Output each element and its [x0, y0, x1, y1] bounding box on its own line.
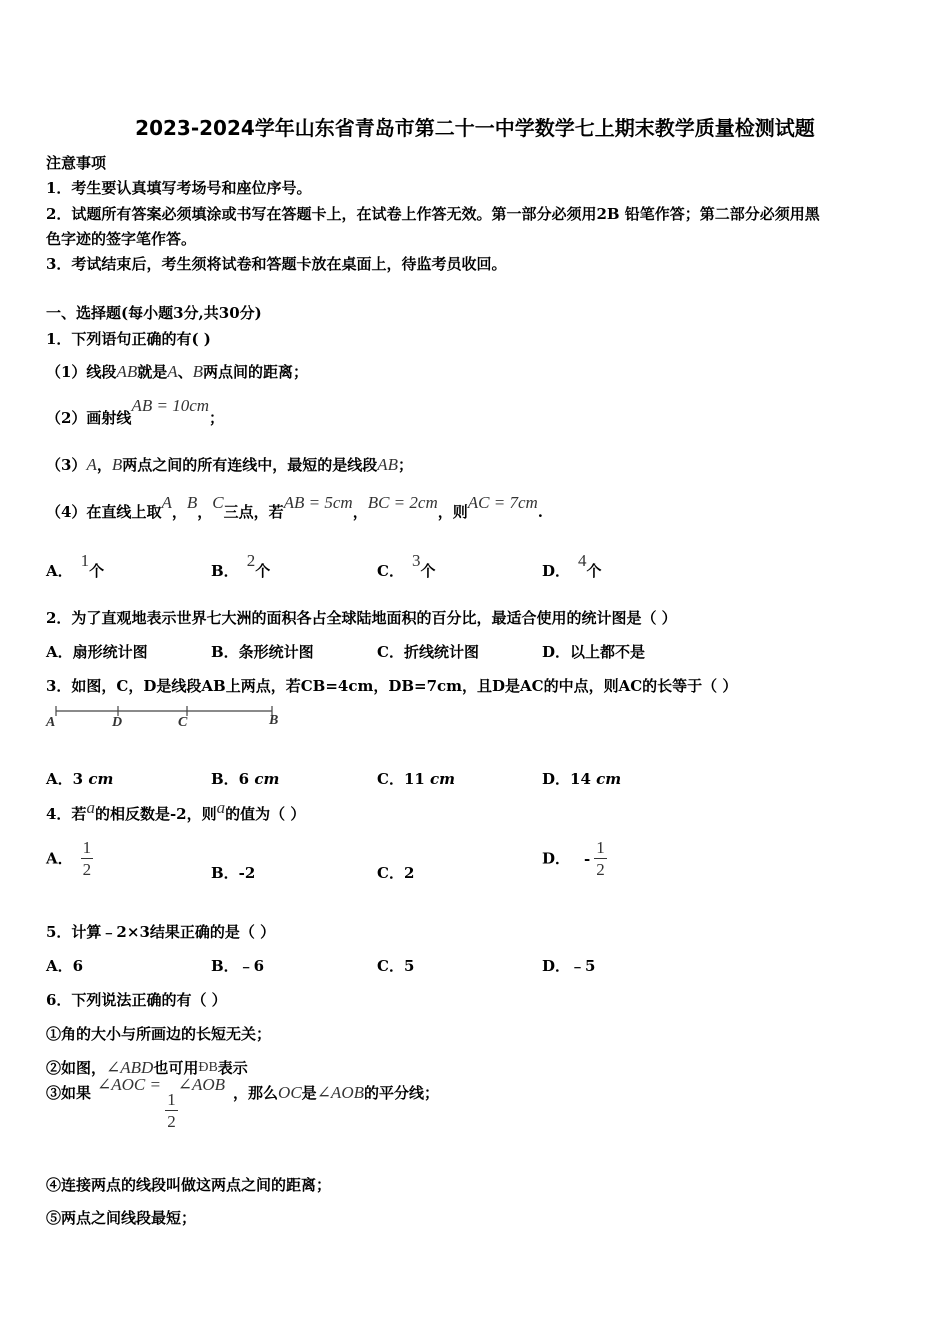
text: 是 [301, 1084, 317, 1102]
option-label: B． [211, 562, 239, 580]
option-label: C． [377, 562, 404, 580]
text: （1）线段 [46, 363, 117, 381]
option-label: A．3 [46, 770, 89, 788]
q3-option-b [211, 768, 279, 789]
text: 的值为（ ） [225, 805, 306, 823]
notice-item: 色字迹的签字笔作答。 [46, 230, 197, 248]
minus-sign: - [584, 849, 591, 868]
notice-item: 1．考生要认真填写考场号和座位序号。 [46, 179, 312, 197]
text: ， [352, 503, 368, 521]
exam-title: 2023-2024学年山东省青岛市第二十一中学数学七上期末教学质量检测试题 [135, 116, 815, 140]
q1-statement-2 [46, 396, 225, 428]
text: . [537, 503, 544, 521]
text: 就是 [137, 363, 168, 381]
text: ③如果 [46, 1084, 92, 1102]
q1-option-a [46, 551, 105, 581]
notice-item: 3．考试结束后，考生须将试卷和答题卡放在桌面上，待监考员收回。 [46, 255, 507, 273]
q2-option-b: B．条形统计图 [211, 643, 314, 661]
q2-option-d: D．以上都不是 [542, 643, 646, 661]
unit: cm [596, 770, 622, 788]
q6-statement-3 [46, 1075, 439, 1133]
q2-option-a: A．扇形统计图 [46, 643, 148, 661]
text: 也可用 [153, 1059, 199, 1077]
math-angle: ÐB [198, 1060, 218, 1075]
q4-option-c: C．2 [377, 864, 415, 882]
text: （2）画射线 [46, 409, 132, 427]
q2-option-c: C．折线统计图 [377, 643, 479, 661]
text: 个 [586, 562, 602, 580]
fraction [594, 838, 607, 881]
q1-statement-4 [46, 493, 544, 522]
option-label: C．11 [377, 770, 431, 788]
q4-option-b: B．-2 [211, 864, 256, 882]
text: ， [197, 503, 213, 521]
notice-item: 2．试题所有答案必须填涂或书写在答题卡上，在试卷上作答无效。第一部分必须用2B 铅笔作答；第二部分必须用黑 [46, 205, 820, 223]
math-ray: OC [278, 1083, 302, 1102]
text: ； [398, 456, 414, 474]
math-segment: AB [377, 455, 399, 474]
text: ， [171, 503, 187, 521]
q4-option-d [542, 838, 607, 881]
math-point: B [111, 455, 123, 474]
text: 表示 [217, 1059, 248, 1077]
question-1-stem: 1．下列语句正确的有( ) [46, 330, 211, 348]
q1-statement-3 [46, 454, 413, 475]
math-expression: BC = 2cm [367, 493, 438, 512]
q5-option-c: C．5 [377, 957, 415, 975]
text: ②如图， [46, 1059, 107, 1077]
math-point: B [186, 493, 198, 512]
text: 的平分线； [363, 1084, 439, 1102]
point-label: D [112, 715, 123, 730]
q6-statement-1: ①角的大小与所画边的长短无关； [46, 1025, 272, 1043]
option-label: A． [46, 849, 73, 868]
math-point: C [212, 493, 224, 512]
text: 个 [89, 562, 105, 580]
q3-option-a [46, 768, 113, 789]
question-5-stem: 5．计算﹣2×3结果正确的是（ ） [46, 923, 276, 941]
math-angle: ∠AOC = [97, 1075, 166, 1094]
unit: cm [430, 770, 456, 788]
math-segment: AB [116, 362, 138, 381]
math-number: 4 [578, 551, 587, 570]
fraction [165, 1090, 178, 1133]
math-variable: a [86, 798, 95, 817]
denominator: 2 [167, 1112, 176, 1131]
point-label: B [269, 713, 279, 728]
question-3-stem: 3．如图，C，D是线段AB上两点，若CB=4cm，DB=7cm，且D是AC的中点，则AC的长等于（ ） [46, 677, 738, 695]
fraction [81, 838, 94, 881]
text: 两点之间的所有连线中，最短的是线段 [122, 456, 378, 474]
q5-option-d: D．﹣5 [542, 957, 596, 975]
text: 的相反数是-2，则 [94, 805, 217, 823]
text: （4）在直线上取 [46, 503, 162, 521]
question-6-stem: 6．下列说法正确的有（ ） [46, 991, 227, 1009]
q3-option-c [377, 768, 455, 789]
math-point: A [161, 493, 172, 512]
text: ； [209, 409, 225, 427]
option-label: D． [542, 562, 571, 580]
text: ， [96, 456, 112, 474]
math-point: A [167, 362, 178, 381]
math-point: B [192, 362, 204, 381]
unit: cm [88, 770, 114, 788]
point-label: C [178, 715, 188, 730]
point-label: A [46, 715, 56, 730]
numerator: 1 [596, 838, 605, 857]
option-label: D．14 [542, 770, 597, 788]
math-angle: ∠AOB [316, 1083, 364, 1102]
q1-option-b [211, 551, 271, 581]
text: ，那么 [233, 1084, 279, 1102]
q6-statement-5: ⑤两点之间线段最短； [46, 1209, 197, 1227]
text: 个 [420, 562, 436, 580]
math-expression: AB = 5cm [283, 493, 353, 512]
section-heading: 一、选择题(每小题3分,共30分) [46, 304, 262, 322]
text: 个 [255, 562, 271, 580]
notice-heading: 注意事项 [46, 154, 107, 172]
text: （3） [46, 456, 87, 474]
text: ，则 [437, 503, 468, 521]
numerator: 1 [82, 838, 92, 857]
q1-option-d [542, 551, 602, 581]
math-number: 3 [411, 551, 421, 570]
text: 、 [177, 363, 193, 381]
segment-figure [42, 700, 292, 734]
math-expression: AC = 7cm [467, 493, 538, 512]
math-angle: ∠ABD [106, 1058, 154, 1077]
text: 4．若 [46, 805, 87, 823]
numerator: 1 [167, 1090, 176, 1109]
question-2-stem: 2．为了直观地表示世界七大洲的面积各占全球陆地面积的百分比，最适合使用的统计图是（ ） [46, 609, 677, 627]
q5-option-b: B．﹣6 [211, 957, 265, 975]
q4-option-a [46, 838, 93, 881]
math-number: 2 [246, 551, 256, 570]
math-expression: AB = 10cm [131, 396, 210, 415]
option-label: A． [46, 562, 73, 580]
option-label: D． [542, 849, 571, 868]
math-point: A [86, 455, 97, 474]
text: 三点，若 [223, 503, 284, 521]
math-variable: a [216, 798, 226, 817]
question-4-stem [46, 798, 306, 824]
q3-option-d [542, 768, 621, 789]
unit: cm [254, 770, 280, 788]
q5-option-a: A．6 [46, 957, 84, 975]
math-angle: ∠AOB [177, 1075, 226, 1094]
option-label: B．6 [211, 770, 255, 788]
text: 两点间的距离； [203, 363, 309, 381]
denominator: 2 [82, 860, 92, 879]
q1-statement-1 [46, 361, 308, 382]
denominator: 2 [596, 860, 605, 879]
math-number: 1 [80, 551, 90, 570]
q1-option-c [377, 551, 436, 581]
q6-statement-4: ④连接两点的线段叫做这两点之间的距离； [46, 1176, 332, 1194]
